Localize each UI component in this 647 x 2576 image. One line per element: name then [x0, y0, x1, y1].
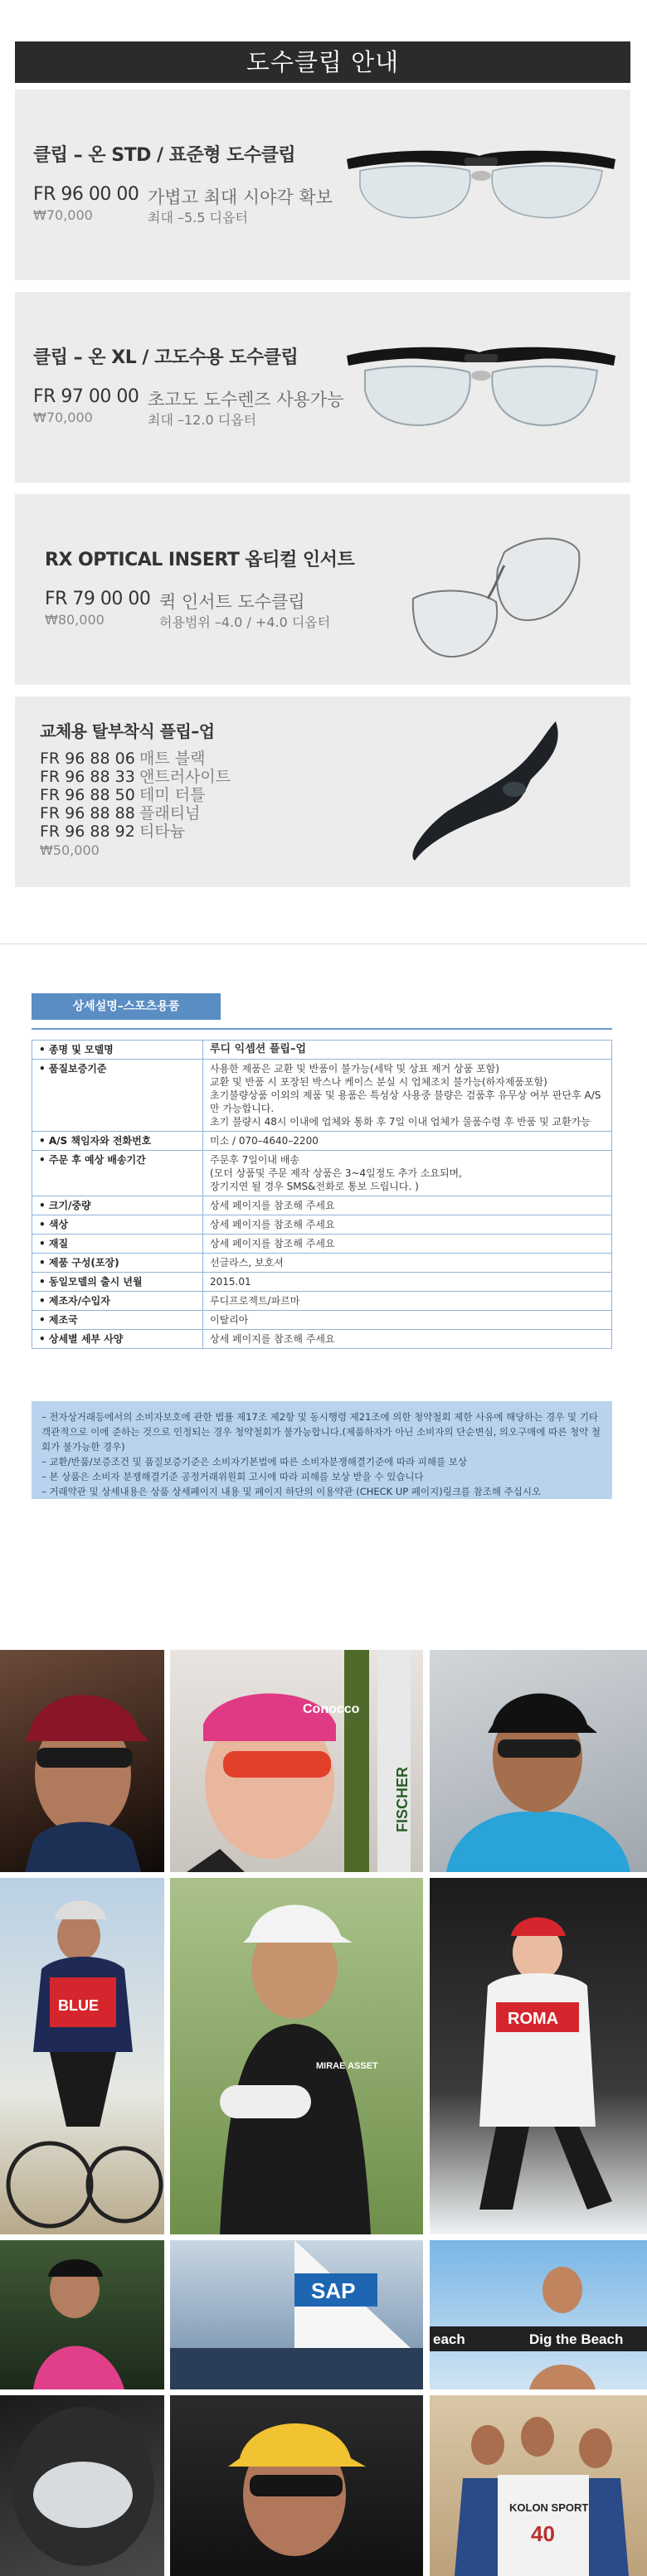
athlete-photo-cap — [0, 1650, 164, 1872]
table-row: • 종명 및 모델명 루디 익셉션 플립–업 — [32, 1041, 612, 1060]
list-item: FR 96 88 33 앤트러사이트 — [40, 768, 231, 786]
table-row: • 색상 상세 페이지를 참조해 주세요 — [32, 1215, 612, 1235]
table-row: • 동일모델의 출시 년월 2015.01 — [32, 1273, 612, 1292]
flipup-price: ₩50,000 — [40, 842, 100, 858]
flipup-image — [398, 713, 581, 871]
product-description: 가볍고 최대 시야각 확보 — [148, 187, 333, 207]
svg-text:SAP: SAP — [311, 2278, 356, 2303]
svg-text:ROMA: ROMA — [508, 2010, 559, 2028]
table-row: • A/S 책임자와 전화번호 미소 / 070–4640–2200 — [32, 1132, 612, 1151]
svg-text:Dig the Beach: Dig the Beach — [529, 2331, 624, 2347]
athlete-photo-skier-woman — [170, 1650, 423, 1872]
spec-underline — [32, 1028, 612, 1030]
table-row: • 제조국 이탈리아 — [32, 1311, 612, 1330]
product-description: 퀵 인서트 도수클립 — [159, 592, 305, 612]
table-row: • 제품 구성(포장) 선글라스, 보호셔 — [32, 1254, 612, 1273]
product-description: 초고도 도수렌즈 사용가능 — [148, 390, 344, 410]
product-code: FR 96 00 00 — [33, 184, 139, 205]
product-code: FR 79 00 00 — [45, 589, 151, 609]
product-title: 클립 – 온 XL / 고도수용 도수클립 — [33, 347, 299, 368]
product-spec: 최대 –12.0 디옵터 — [148, 412, 257, 428]
table-row: • 주문 후 예상 배송기간 주문후 7일이내 배송 (모더 상품및 주문 제작 상품은 3~4일정도 추가 소요되며, 장기지연 될 경우 SMS&전화로 통보 드립니다. ) — [32, 1151, 612, 1196]
athlete-photo-golfer — [170, 1878, 423, 2234]
rx-insert-image — [405, 519, 596, 668]
athlete-photo-beach — [430, 2240, 647, 2389]
svg-text:each: each — [433, 2331, 465, 2347]
photo-kolon-expedition — [430, 2395, 647, 2576]
athlete-photo-cap-blue — [430, 1650, 647, 1872]
svg-text:MIRAE ASSET: MIRAE ASSET — [316, 2061, 378, 2071]
product-panel-clip-on-xl — [15, 292, 630, 483]
product-spec: 허용범위 –4.0 / +4.0 디옵터 — [159, 614, 331, 630]
legal-notice: – 전자상거래등에서의 소비자보호에 관한 법률 제17조 제2항 및 동시행령 제21조에 의한 청약철회 제한 사유에 해당하는 경우 및 기타 객관적으로 이에 준하는 것으로 인정되는 경우 청약철회가 불가능합니다.(제품하자가 아닌 소비자의 단순변심, 의오구매에 따른 청약 철회가 불가능한 경우) – 교환/반품/보증조건 및 품질보증기준은 소비자기본법에 따른 소비자분쟁해결기준에 따라 피해를 보상 – 본 상품은 소비자 분쟁해결기준 공정거래위원회 고시에 따라 피해를 보상 받을 수 있습니다 – 거래약관 및 상세내용은 상품 상세페이지 내용 및 페이지 하단의 이용약관 (CHECK UP 페이지)링크를 참조해 주십시오 — [32, 1401, 612, 1499]
list-item: FR 96 88 50 테미 터틀 — [40, 786, 206, 804]
product-title: 클립 – 온 STD / 표준형 도수클립 — [33, 145, 296, 166]
table-row: • 크기/중량 상세 페이지를 참조해 주세요 — [32, 1196, 612, 1215]
table-row: • 제조자/수입자 루디프로젝트/파르마 — [32, 1292, 612, 1311]
flipup-color-list — [40, 750, 231, 841]
svg-text:KOLON SPORT: KOLON SPORT — [509, 2501, 589, 2514]
product-title: RX OPTICAL INSERT 옵티컬 인서트 — [45, 550, 355, 570]
svg-text:BLUE: BLUE — [58, 1997, 99, 2014]
product-price: ₩80,000 — [45, 612, 105, 628]
athlete-photo-ski-racer — [430, 1878, 647, 2234]
product-code: FR 97 00 00 — [33, 386, 139, 407]
table-row: • 재질 상세 페이지를 참조해 주세요 — [32, 1235, 612, 1254]
page-title: 도수클립 안내 — [15, 41, 630, 83]
product-panel-clip-on-std — [15, 90, 630, 280]
list-item: FR 96 88 92 티타늄 — [40, 822, 186, 841]
svg-text:Conocco: Conocco — [303, 1702, 360, 1716]
table-row: • 품질보증기준 사용한 제품은 교환 및 반품이 불가능(세탁 및 상표 제거 상품 포함) 교환 및 반품 시 포장된 박스나 케이스 분실 시 업체조치 불가능(하자제품포함) 초기불량상품 이외의 제품 및 용품은 특성상 사용중 불량은 검품후 유무상 여부 판단후 A/S만 가능합니다. 초기 불량시 48시 이내에 업체와 통화 후 7일 이내 업체가 물품수령 후 반품 및 교환가능 — [32, 1060, 612, 1132]
table-row: • 상세별 세부 사양 상세 페이지를 참조해 주세요 — [32, 1330, 612, 1349]
photo-sailing — [170, 2240, 423, 2389]
athlete-photo-cap-yellow — [170, 2395, 423, 2576]
athlete-photo-racer-helmet — [0, 2395, 164, 2576]
product-price: ₩70,000 — [33, 207, 93, 223]
list-item: FR 96 88 06 매트 블랙 — [40, 750, 206, 768]
glasses-xl-image — [340, 337, 622, 437]
svg-text:40: 40 — [531, 2521, 555, 2546]
athlete-photo-golfer-pink — [0, 2240, 164, 2389]
athlete-photo-cyclist — [0, 1878, 164, 2234]
product-spec: 최대 –5.5 디옵터 — [148, 210, 248, 226]
product-panel-rx-insert — [15, 494, 630, 685]
glasses-std-image — [340, 141, 622, 232]
replaceable-flipup-panel — [15, 696, 630, 887]
flipup-title: 교체용 탈부착식 플립–업 — [40, 721, 215, 741]
list-item: FR 96 88 88 플래티넘 — [40, 804, 201, 822]
svg-text:FISCHER: FISCHER — [394, 1766, 411, 1832]
product-price: ₩70,000 — [33, 410, 93, 425]
spec-tab: 상세설명–스포츠용품 — [32, 993, 221, 1020]
spec-table — [32, 1040, 612, 1349]
